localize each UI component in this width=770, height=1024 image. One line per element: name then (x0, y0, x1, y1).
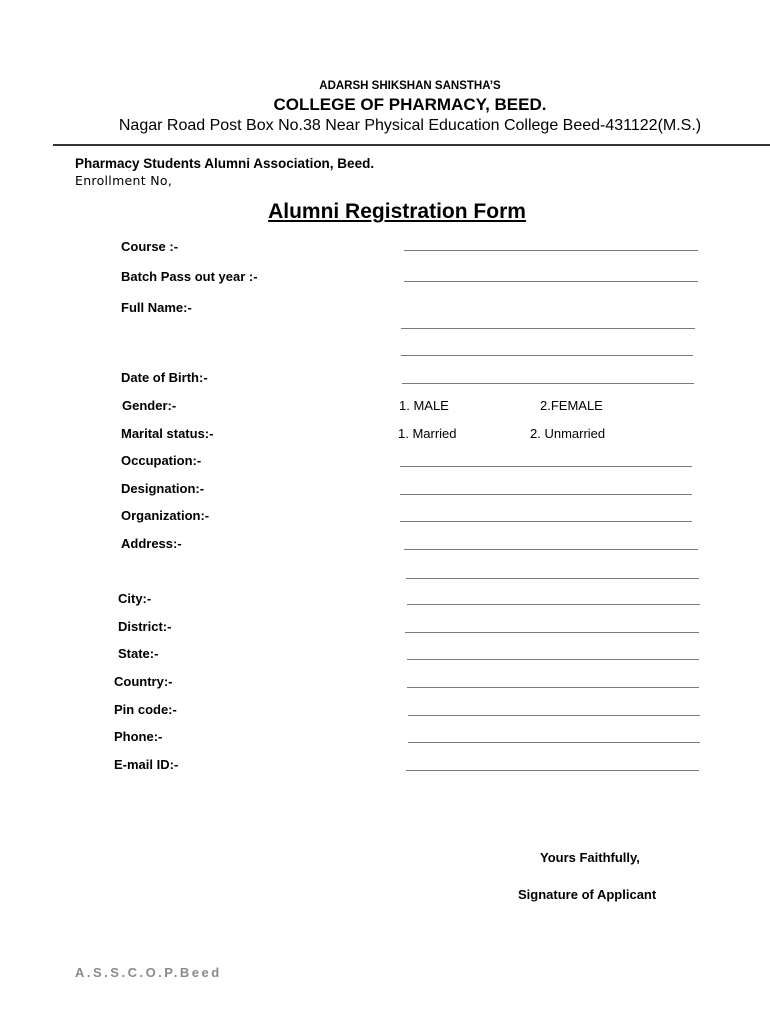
signature-label: Signature of Applicant (518, 887, 657, 902)
society-name: ADARSH SHIKSHAN SANSTHA’S (319, 80, 501, 92)
marital-label: Marital status:- (121, 426, 214, 441)
email-field[interactable] (406, 770, 699, 771)
district-field[interactable] (405, 632, 699, 633)
batch-label: Batch Pass out year :- (121, 269, 258, 284)
pin-code-label: Pin code:- (114, 702, 177, 717)
dob-field[interactable] (402, 383, 694, 384)
dob-label: Date of Birth:- (121, 370, 208, 385)
designation-field[interactable] (400, 494, 692, 495)
full-name-field-2[interactable] (401, 355, 693, 356)
college-address: Nagar Road Post Box No.38 Near Physical Education College Beed-431122(M.S.) (118, 117, 702, 134)
gender-option-female[interactable]: 2.FEMALE (540, 398, 603, 413)
footer-text: A.S.S.C.O.P.Beed (75, 965, 222, 980)
gender-label: Gender:- (122, 398, 177, 413)
state-label: State:- (118, 646, 159, 661)
college-name: COLLEGE OF PHARMACY, BEED. (273, 95, 547, 114)
pin-code-field[interactable] (408, 715, 700, 716)
batch-field[interactable] (404, 281, 698, 282)
occupation-label: Occupation:- (121, 453, 202, 468)
country-label: Country:- (114, 674, 173, 689)
state-field[interactable] (407, 659, 699, 660)
city-field[interactable] (407, 604, 700, 605)
address-field-2[interactable] (406, 578, 699, 579)
course-field[interactable] (404, 250, 698, 251)
association-name: Pharmacy Students Alumni Association, Beed. (75, 156, 375, 171)
country-field[interactable] (407, 687, 699, 688)
organization-label: Organization:- (121, 508, 210, 523)
phone-field[interactable] (408, 742, 700, 743)
designation-label: Designation:- (121, 481, 205, 496)
marital-option-married[interactable]: 1. Married (398, 426, 457, 441)
organization-field[interactable] (400, 521, 692, 522)
address-field-1[interactable] (404, 549, 698, 550)
gender-option-male[interactable]: 1. MALE (399, 398, 449, 413)
address-label: Address:- (121, 536, 182, 551)
enrollment-label: Enrollment No, (75, 173, 173, 188)
form-title: Alumni Registration Form (268, 200, 526, 223)
full-name-label: Full Name:- (121, 300, 192, 315)
course-label: Course :- (121, 239, 179, 254)
email-label: E-mail ID:- (114, 757, 179, 772)
city-label: City:- (118, 591, 152, 606)
full-name-field-1[interactable] (401, 328, 695, 329)
header-divider (53, 144, 770, 146)
marital-option-unmarried[interactable]: 2. Unmarried (530, 426, 606, 441)
yours-faithfully: Yours Faithfully, (540, 850, 640, 865)
district-label: District:- (118, 619, 172, 634)
occupation-field[interactable] (400, 466, 692, 467)
phone-label: Phone:- (114, 729, 163, 744)
